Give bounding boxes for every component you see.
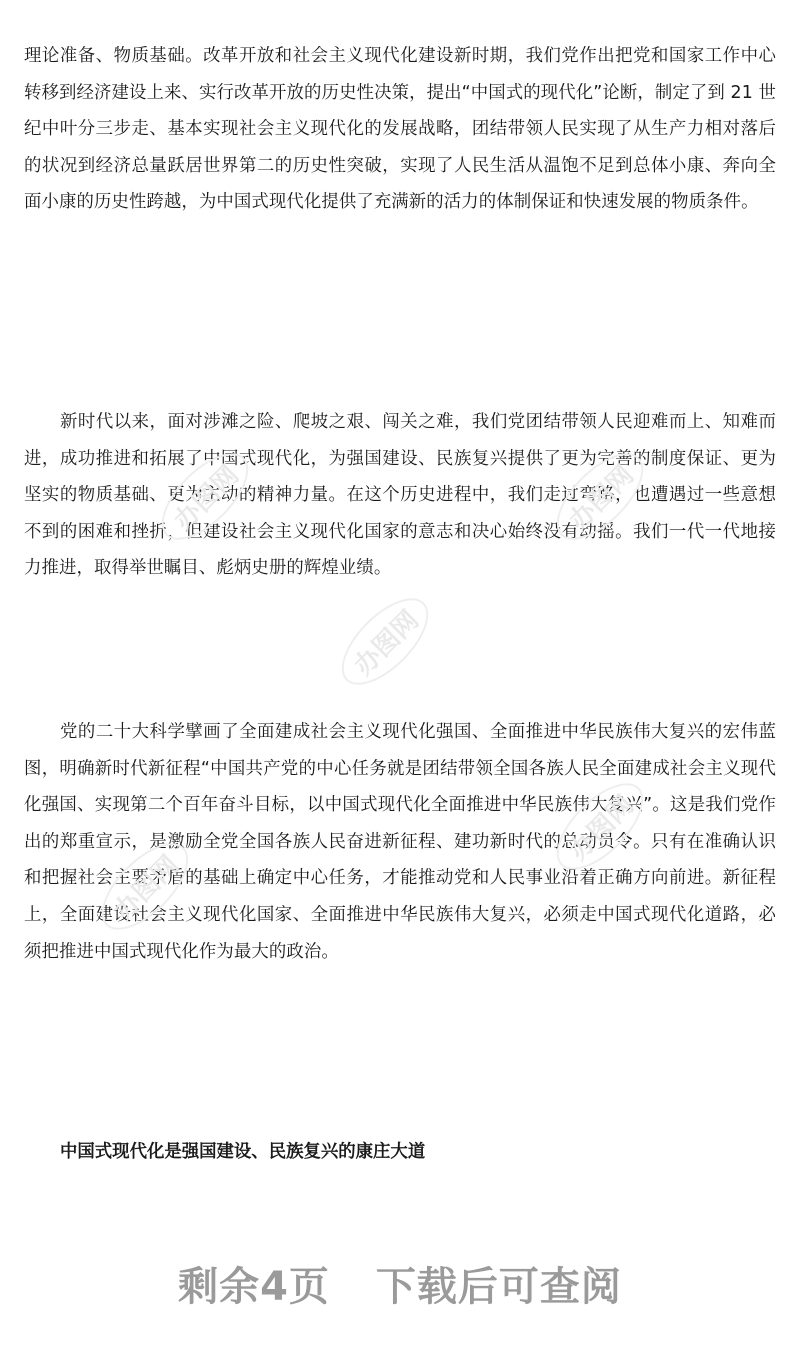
- paragraph-1: 理论准备、物质基础。改革开放和社会主义现代化建设新时期，我们党作出把党和国家工作中心转移到经济建设上来、实行改革开放的历史性决策，提出“中国式的现代化”论断，制定了到 21 世纪中叶分三步走、基本实现社会主义现代化的发展战略，团结带领人民实现了从生产力相对落后的状况到经济总量跃居世界第二的历史性突破，实现了人民生活从温饱不足到总体小康、奔向全面小康的历史性跨越，为中国式现代化提供了充满新的活力的体制保证和快速发展的物质条件。: [24, 46, 776, 213]
- watermark-logo: 办图网: [327, 584, 442, 699]
- watermark-logo: 办图网: [147, 439, 262, 554]
- download-banner[interactable]: [0, 1255, 800, 1312]
- watermark-logo: 办图网: [542, 439, 657, 554]
- remaining-pages-label: 剩余4页: [178, 1264, 330, 1310]
- paragraph-3: 党的二十大科学擘画了全面建成社会主义现代化强国、全面推进中华民族伟大复兴的宏伟蓝图，明确新时代新征程“中国共产党的中心任务就是团结带领全国各族人民全面建成社会主义现代化强国、实现第二个百年奋斗目标，以中国式现代化全面推进中华民族伟大复兴”。这是我们党作出的郑重宣示，是激励全党全国各族人民奋进新征程、建功新时代的总动员令。只有在准确认识和把握社会主要矛盾的基础上确定中心任务，才能推动党和人民事业沿着正确方向前进。新征程上，全面建设社会主义现代化国家、全面推进中华民族伟大复兴，必须走中国式现代化道路，必须把推进中国式现代化作为最大的政治。: [24, 722, 776, 962]
- section-heading: 中国式现代化是强国建设、民族复兴的康庄大道: [60, 1142, 426, 1162]
- watermark-logo: 办图网: [87, 829, 202, 944]
- watermark-logo: 办图网: [542, 769, 657, 884]
- download-prompt-label: 下载后可查阅: [375, 1264, 622, 1310]
- paragraph-2: 新时代以来，面对涉滩之险、爬坡之艰、闯关之难，我们党团结带领人民迎难而上、知难而进，成功推进和拓展了中国式现代化，为强国建设、民族复兴提供了更为完善的制度保证、更为坚实的物质基础、更为主动的精神力量。在这个历史进程中，我们走过弯路，也遭遇过一些意想不到的困难和挫折，但建设社会主义现代化国家的意志和决心始终没有动摇。我们一代一代地接力推进，取得举世瞩目、彪炳史册的辉煌业绩。: [24, 412, 776, 579]
